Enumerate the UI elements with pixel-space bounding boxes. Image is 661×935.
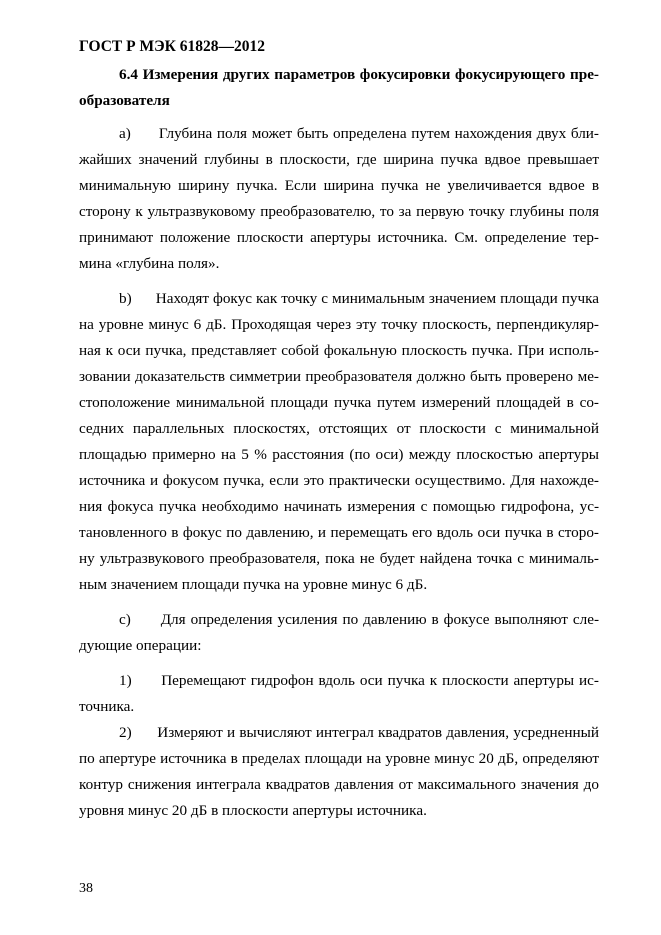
paragraph-b-line-1: b) Находят фокус как точку с минимальным значением площади пучка <box>119 290 599 307</box>
item-2-line-2: по апертуре источника в пределах площади на уровне минус 20 дБ, определяют <box>79 750 599 767</box>
paragraph-b-line-5: стоположение минимальной площади пучка путем измерений площадей в со- <box>79 394 599 411</box>
paragraph-a-line-5: принимают положение плоскости апертуры источника. См. определение тер- <box>79 229 599 246</box>
item-2-line-4: уровня минус 20 дБ в плоскости апертуры источника. <box>79 802 427 819</box>
paragraph-a-line-4: сторону к ультразвуковому преобразователю, то за первую точку глубины поля <box>79 203 599 220</box>
item-2-line-1: 2) Измеряют и вычисляют интеграл квадратов давления, усредненный <box>119 724 599 741</box>
document-header: ГОСТ Р МЭК 61828—2012 <box>79 38 265 55</box>
paragraph-b-line-6: седних параллельных плоскостях, отстоящих от плоскости с минимальной <box>79 420 599 437</box>
paragraph-a-line-3: минимальную ширину пучка. Если ширина пучка не увеличивается вдвое в <box>79 177 599 194</box>
paragraph-a-line-2: жайших значений глубины в плоскости, где ширина пучка вдвое превышает <box>79 151 599 168</box>
paragraph-b-line-3: ная к оси пучка, представляет собой фокальную плоскость пучка. При исполь- <box>79 342 599 359</box>
paragraph-a-line-6: мина «глубина поля». <box>79 255 220 272</box>
paragraph-c-line-1: с) Для определения усиления по давлению в фокусе выполняют сле- <box>119 611 599 628</box>
paragraph-b-line-8: источника и фокусом пучка, если это практически осуществимо. Для нахожде- <box>79 472 599 489</box>
paragraph-b-line-2: на уровне минус 6 дБ. Проходящая через эту точку плоскость, перпендикуляр- <box>79 316 599 333</box>
paragraph-c-line-2: дующие операции: <box>79 637 202 654</box>
paragraph-b-line-12: ным значением площади пучка на уровне минус 6 дБ. <box>79 576 428 593</box>
item-1-line-2: точника. <box>79 698 135 715</box>
paragraph-a-line-1: а) Глубина поля может быть определена путем нахождения двух бли- <box>119 125 599 142</box>
section-title-line-2: образователя <box>79 92 170 109</box>
paragraph-b-line-4: зовании доказательств симметрии преобразователя должно быть проверено ме- <box>79 368 599 385</box>
page-number: 38 <box>79 881 93 896</box>
item-1-line-1: 1) Перемещают гидрофон вдоль оси пучка к плоскости апертуры ис- <box>119 672 599 689</box>
paragraph-b-line-11: ну ультразвукового преобразователя, пока не будет найдена точка с минималь- <box>79 550 599 567</box>
paragraph-b-line-9: ния фокуса пучка необходимо начинать измерения с помощью гидрофона, ус- <box>79 498 599 515</box>
item-2-line-3: контур снижения интеграла квадратов давления от максимального значения до <box>79 776 599 793</box>
paragraph-b-line-10: тановленного в фокус по давлению, и перемещать его вдоль оси пучка в сторо- <box>79 524 599 541</box>
paragraph-b-line-7: площадью примерно на 5 % расстояния (по оси) между плоскостью апертуры <box>79 446 599 463</box>
section-title-line-1: 6.4 Измерения других параметров фокусировки фокусирующего пре- <box>119 66 599 83</box>
